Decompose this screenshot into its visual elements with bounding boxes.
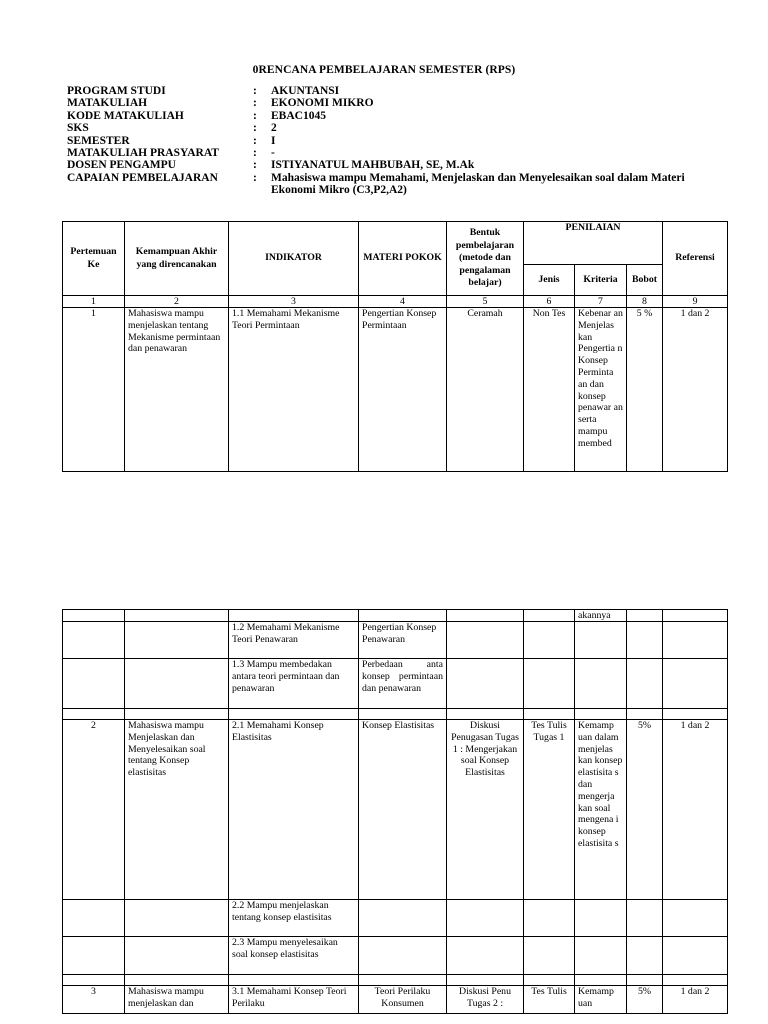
meta-colon: :	[253, 134, 257, 147]
meta-label: MATAKULIAH PRASYARAT	[67, 147, 219, 160]
meta-colon: :	[253, 122, 257, 135]
meta-value: 2	[271, 122, 277, 135]
rps-table-page-1	[62, 221, 728, 472]
cell-kemampuan: Mahasiswa mampu menjelaskan tentang Mekanisme permintaan dan penawaran	[125, 308, 229, 472]
column-number: 8	[627, 296, 663, 308]
header-kriteria: Kriteria	[575, 265, 627, 296]
cell-kriteria: Kemamp uan	[575, 986, 627, 1014]
meta-row-kode	[67, 110, 707, 122]
meta-colon: :	[253, 97, 257, 110]
meta-row-prasyarat	[67, 147, 707, 159]
header-referensi: Referensi	[663, 222, 728, 296]
meta-label: SKS	[67, 122, 89, 135]
course-info	[67, 85, 707, 197]
table-row	[63, 709, 728, 720]
meta-colon: :	[253, 171, 257, 184]
meta-colon: :	[253, 159, 257, 172]
cell-bentuk: Diskusi Penugasan Tugas 1 : Mengerjakan soal Konsep Elastisitas	[447, 720, 524, 900]
meta-value: I	[271, 134, 276, 147]
column-number: 9	[663, 296, 728, 308]
cell-kriteria: Kebenar an Menjelas kan Pengertia n Konsep Perminta an dan konsep penawar an serta mampu membed	[575, 308, 627, 472]
column-number: 3	[229, 296, 359, 308]
cell-bobot: 5%	[627, 720, 663, 900]
cell-materi: Pengertian Konsep Penawaran	[359, 622, 447, 659]
meta-label: SEMESTER	[67, 134, 130, 147]
column-number: 7	[575, 296, 627, 308]
header-bentuk: Bentuk pembelajaran (metode dan pengalaman belajar)	[447, 222, 524, 296]
cell-bobot: 5%	[627, 986, 663, 1014]
cell-bentuk: Diskusi Penu Tugas 2 :	[447, 986, 524, 1014]
cell-indikator: 2.1 Memahami Konsep Elastisitas	[229, 720, 359, 900]
column-number: 6	[524, 296, 575, 308]
header-pertemuan: Pertemuan Ke	[63, 222, 125, 296]
cell-bentuk: Ceramah	[447, 308, 524, 472]
header-materi: MATERI POKOK	[359, 222, 447, 296]
table-row	[63, 308, 728, 472]
meta-colon: :	[253, 85, 257, 97]
cell-materi: Pengertian Konsep Permintaan	[359, 308, 447, 472]
meta-value: EBAC1045	[271, 109, 326, 122]
cell-kriteria-continued: akannya	[575, 610, 627, 622]
cell-indikator: 2.3 Mampu menyelesaikan soal konsep elastisitas	[229, 937, 359, 975]
meta-value: -	[271, 147, 275, 160]
column-number-row	[63, 296, 728, 308]
table-row	[63, 900, 728, 937]
meta-value: EKONOMI MIKRO	[271, 97, 374, 110]
meta-label: PROGRAM STUDI	[67, 85, 166, 97]
meta-colon: :	[253, 109, 257, 122]
meta-label: DOSEN PENGAMPU	[67, 159, 176, 172]
meta-row-sks	[67, 122, 707, 134]
cell-kemampuan: Mahasiswa mampu Menjelaskan dan Menyelesaikan soal tentang Konsep elastisitas	[125, 720, 229, 900]
cell-jenis: Tes Tulis Tugas 1	[524, 720, 575, 900]
header-kemampuan: Kemampuan Akhir yang direncanakan	[125, 222, 229, 296]
table-row	[63, 937, 728, 975]
meta-label: KODE MATAKULIAH	[67, 109, 184, 122]
header-jenis: Jenis	[524, 265, 575, 296]
header-penilaian: PENILAIAN	[524, 222, 663, 265]
meta-row-dosen	[67, 159, 707, 171]
meta-label: CAPAIAN PEMBELAJARAN	[67, 171, 218, 184]
cell-indikator: 1.1 Memahami Mekanisme Teori Permintaan	[229, 308, 359, 472]
cell-referensi: 1 dan 2	[663, 720, 728, 900]
column-number: 5	[447, 296, 524, 308]
column-number: 1	[63, 296, 125, 308]
cell-indikator: 1.3 Mampu membedakan antara teori permintaan dan penawaran	[229, 659, 359, 709]
meta-row-matakuliah	[67, 97, 707, 109]
table-row	[63, 659, 728, 709]
cell-pertemuan: 1	[63, 308, 125, 472]
cell-referensi: 1 dan 2	[663, 986, 728, 1014]
document-title: 0RENCANA PEMBELAJARAN SEMESTER (RPS)	[252, 64, 516, 76]
meta-value: AKUNTANSI	[271, 85, 340, 97]
cell-jenis: Tes Tulis	[524, 986, 575, 1014]
cell-indikator: 2.2 Mampu menjelaskan tentang konsep elastisitas	[229, 900, 359, 937]
cell-bobot: 5 %	[627, 308, 663, 472]
table-row	[63, 610, 728, 622]
column-number: 2	[125, 296, 229, 308]
cell-pertemuan: 3	[63, 986, 125, 1014]
header-indikator: INDIKATOR	[229, 222, 359, 296]
cell-indikator: 3.1 Memahami Konsep Teori Perilaku	[229, 986, 359, 1014]
meta-row-semester	[67, 135, 707, 147]
cell-kriteria: Kemamp uan dalam menjelas kan konsep elastisita s dan mengerja kan soal mengena i konsep elastisita s	[575, 720, 627, 900]
meta-row-program-studi	[67, 85, 707, 97]
cell-materi: Konsep Elastisitas	[359, 720, 447, 900]
cell-indikator: 1.2 Memahami Mekanisme Teori Penawaran	[229, 622, 359, 659]
meta-value: ISTIYANATUL MAHBUBAH, SE, M.Ak	[271, 159, 475, 172]
column-number: 4	[359, 296, 447, 308]
cell-referensi: 1 dan 2	[663, 308, 728, 472]
cell-kemampuan: Mahasiswa mampu menjelaskan dan	[125, 986, 229, 1014]
rps-table-page-2	[62, 609, 728, 1014]
meta-label: MATAKULIAH	[67, 97, 148, 110]
header-bobot: Bobot	[627, 265, 663, 296]
cell-pertemuan: 2	[63, 720, 125, 900]
cell-materi: Perbedaan anta konsep permintaan dan penawaran	[359, 659, 447, 709]
table-row	[63, 986, 728, 1014]
cell-materi: Teori Perilaku Konsumen	[359, 986, 447, 1014]
cell-jenis: Non Tes	[524, 308, 575, 472]
table-row	[63, 720, 728, 900]
meta-colon: :	[253, 147, 257, 160]
table-row	[63, 622, 728, 659]
table-row	[63, 975, 728, 986]
meta-row-capaian	[67, 172, 707, 197]
meta-value: Mahasiswa mampu Memahami, Menjelaskan dan Menyelesaikan soal dalam Materi Ekonomi Mikro (C3,P2,A2)	[271, 171, 685, 197]
